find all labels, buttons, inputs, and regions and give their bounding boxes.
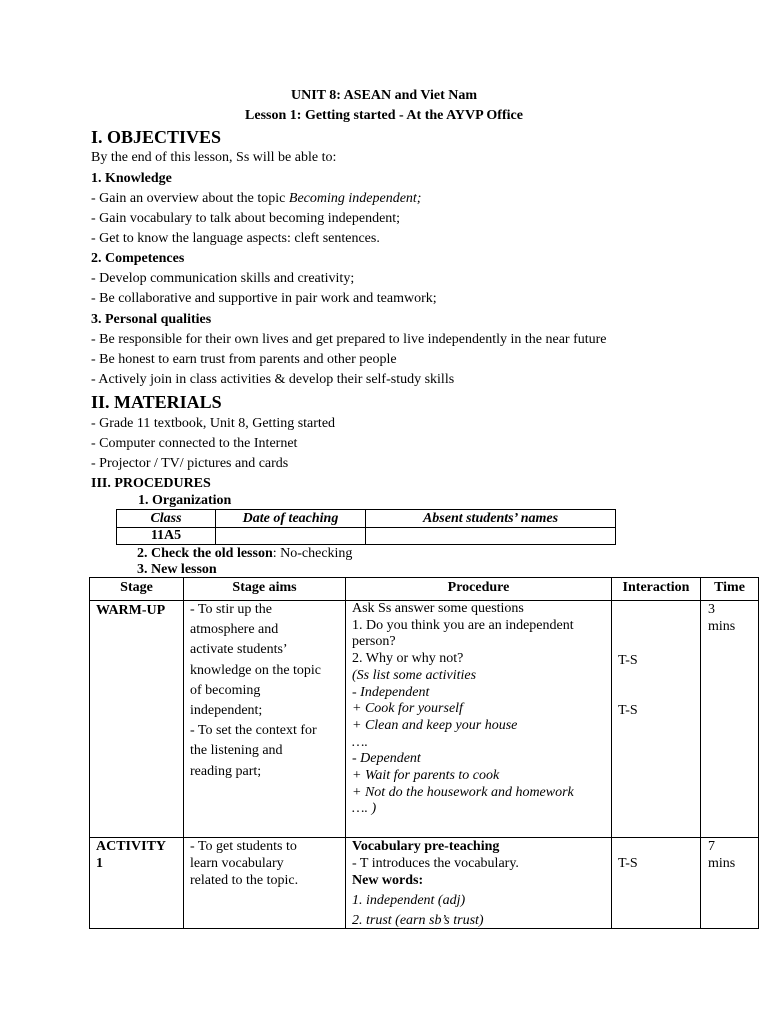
warmup-aim-line: - To stir up the (190, 602, 272, 617)
warmup-stage: WARM-UP (96, 603, 166, 618)
objectives-intro: By the end of this lesson, Ss will be able to: (91, 150, 337, 165)
knowledge-item-3: - Get to know the language aspects: cleft sentences. (91, 231, 380, 246)
proc-line: + Clean and keep your house (352, 717, 518, 733)
th-interaction: Interaction (622, 580, 690, 595)
knowledge-item-1-topic: Becoming independent; (288, 191, 422, 206)
proc-line: 2. Why or why not? (352, 651, 464, 667)
activity1-interaction-cell (611, 837, 701, 929)
knowledge-item-2: - Gain vocabulary to talk about becoming independent; (91, 211, 401, 226)
materials-item-1: - Grade 11 textbook, Unit 8, Getting started (91, 416, 336, 431)
proc-line: New words: (352, 873, 424, 888)
proc-line: person? (352, 634, 396, 650)
lesson-title: Lesson 1: Getting started - At the AYVP Office (245, 108, 523, 123)
warmup-interaction-cell (611, 600, 701, 838)
proc-line: + Wait for parents to cook (352, 768, 500, 784)
warmup-aim-line: the listening and (190, 743, 283, 759)
proc-line: - Independent (352, 684, 430, 700)
qualities-heading: 3. Personal qualities (91, 312, 212, 327)
proc-line: Vocabulary pre-teaching (352, 839, 500, 854)
warmup-aim-line: activate students’ (190, 642, 288, 658)
objectives-heading: I. OBJECTIVES (91, 127, 222, 147)
new-lesson-heading: 3. New lesson (137, 562, 217, 577)
warmup-procedure (352, 601, 574, 818)
knowledge-heading: 1. Knowledge (91, 171, 172, 186)
org-absent-value-cell (365, 527, 616, 545)
proc-line: (Ss list some activities (352, 667, 477, 683)
proc-line: 1. independent (adj) (352, 893, 466, 908)
warmup-time-value: 3 (708, 602, 715, 617)
proc-line: 2. trust (earn sb’s trust) (352, 913, 484, 928)
org-class-value: 11A5 (150, 528, 182, 543)
warmup-aim-line: reading part; (190, 763, 262, 779)
competences-item-2: - Be collaborative and supportive in pair work and teamwork; (91, 291, 437, 306)
activity1-aims (190, 838, 298, 889)
th-stage: Stage (120, 580, 153, 595)
activity1-aim-line: learn vocabulary (190, 856, 284, 871)
warmup-time-unit: mins (708, 619, 736, 634)
proc-line: - T introduces the vocabulary. (352, 856, 519, 871)
warmup-aim-line: knowledge on the topic (190, 662, 322, 678)
proc-line: - Dependent (352, 751, 421, 767)
proc-line: …. (352, 734, 368, 750)
warmup-aim-line: of becoming (190, 682, 261, 698)
th-procedure: Procedure (447, 580, 510, 595)
competences-heading: 2. Competences (91, 251, 185, 266)
procedures-heading: III. PROCEDURES (91, 476, 211, 491)
warmup-interaction-2: T-S (618, 703, 638, 718)
org-date-value-cell (215, 527, 366, 545)
warmup-stage-cell (89, 600, 184, 838)
th-aims: Stage aims (232, 580, 297, 595)
materials-item-2: - Computer connected to the Internet (91, 436, 298, 451)
proc-line: 1. Do you think you are an independent (352, 617, 574, 633)
warmup-aim-line: - To set the context for (190, 723, 317, 739)
materials-heading: II. MATERIALS (91, 392, 222, 412)
knowledge-item-1-text: - Gain an overview about the topic (91, 191, 289, 206)
proc-line: + Cook for yourself (352, 701, 463, 717)
proc-line: Ask Ss answer some questions (352, 601, 524, 616)
qualities-item-1: - Be responsible for their own lives and get prepared to live independently in the near future (91, 332, 607, 347)
org-col-class: Class (150, 511, 182, 526)
proc-line: + Not do the housework and homework (352, 784, 574, 800)
activity1-aim-line: related to the topic. (190, 873, 299, 888)
materials-item-3: - Projector / TV/ pictures and cards (91, 456, 289, 471)
warmup-interaction-1: T-S (618, 653, 638, 668)
activity1-procedure (352, 838, 519, 929)
competences-item-1: - Develop communication skills and creativity; (91, 271, 355, 286)
org-col-absent: Absent students’ names (422, 511, 559, 526)
warmup-time-cell (700, 600, 759, 838)
organization-heading: 1. Organization (138, 493, 232, 508)
activity1-time-value: 7 (708, 839, 715, 854)
warmup-aim-line: independent; (190, 703, 263, 719)
proc-line: …. ) (352, 801, 377, 817)
activity1-stage-number: 1 (96, 856, 103, 871)
check-old-lesson-value: : No-checking (272, 546, 353, 561)
check-old-lesson-label: 2. Check the old lesson (137, 546, 273, 561)
warmup-aims (190, 600, 321, 782)
warmup-aim-line: atmosphere and (190, 622, 279, 638)
activity1-stage-label: ACTIVITY (96, 839, 167, 854)
org-col-date: Date of teaching (242, 511, 339, 526)
activity1-interaction: T-S (618, 856, 638, 871)
qualities-item-3: - Actively join in class activities & develop their self-study skills (91, 372, 455, 387)
qualities-item-2: - Be honest to earn trust from parents and other people (91, 352, 397, 367)
unit-title: UNIT 8: ASEAN and Viet Nam (290, 88, 478, 103)
knowledge-item-1 (91, 189, 421, 209)
activity1-time-unit: mins (708, 856, 736, 871)
activity1-aim-line: - To get students to (190, 839, 297, 854)
th-time: Time (714, 580, 745, 595)
